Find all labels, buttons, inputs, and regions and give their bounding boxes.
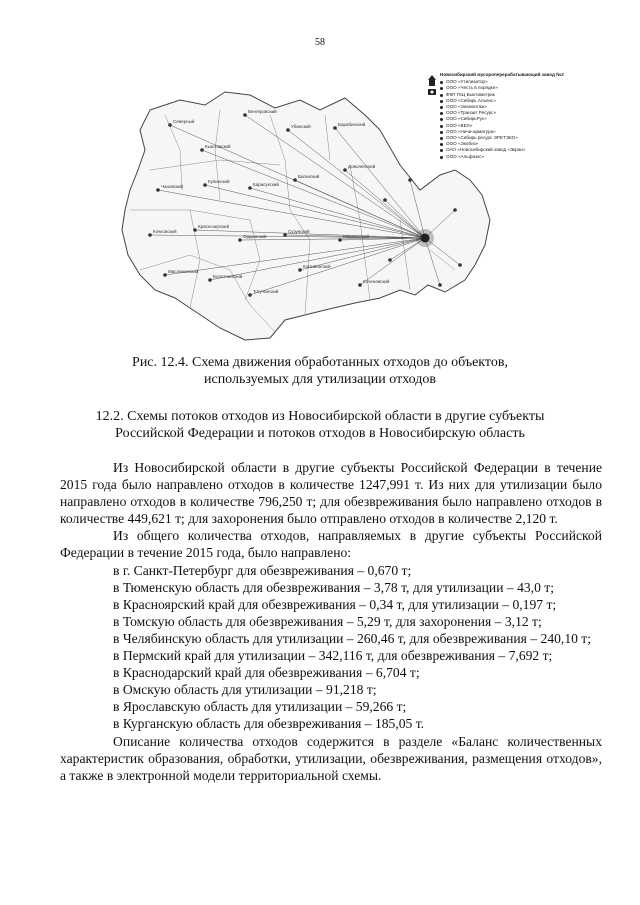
page-number: 58 [315, 37, 325, 48]
district-label: Северный [173, 119, 195, 124]
district-label: Болотнинский [213, 274, 243, 279]
district-center-dot [283, 233, 287, 237]
list-item: в Курганскую область для обезвреживания – 185,05 т. [113, 716, 425, 732]
district-label: Карасукский [253, 182, 279, 187]
list-item: в Тюменскую область для обезвреживания – 3,78 т, для утилизации – 43,0 т; [113, 579, 554, 595]
district-center-dot [438, 283, 442, 287]
district-center-dot [293, 178, 297, 182]
list-item: в Ярославскую область для утилизации – 59,266 т; [113, 699, 407, 715]
list-item: в Краснодарский край для обезвреживания – 6,704 т; [113, 665, 420, 681]
legend-item: ООО «ВЕЛ» [440, 123, 565, 129]
district-center-dot [388, 258, 392, 262]
legend-item: ФКП ГКЦ Бьютиметрик [440, 92, 565, 98]
district-center-dot [193, 228, 197, 232]
district-center-dot [163, 273, 167, 277]
district-center-dot [208, 278, 212, 282]
district-label: Сузунский [288, 229, 310, 234]
district-label: Ордынский [243, 234, 267, 239]
district-label: Мошковский [343, 234, 370, 239]
legend-item: ООО «Сибирь ресурс ЭРЕТЭКО» [440, 135, 565, 141]
section-heading [60, 408, 580, 442]
recycling-plant-icon [428, 75, 436, 95]
district-label: Чановский [161, 184, 184, 189]
district-center-dot [383, 198, 387, 202]
list-item: в Томскую область для обезвреживания – 5,29 т, для захоронения – 3,12 т; [113, 613, 542, 629]
district-label: Доволенский [348, 164, 376, 169]
district-center-dot [203, 183, 207, 187]
district-center-dot [286, 128, 290, 132]
caption-line-1: Рис. 12.4. Схема движения обработанных отходов до объектов, [132, 355, 508, 370]
district-center-dot [168, 123, 172, 127]
district-label: Кыштовский [205, 144, 231, 149]
district-center-dot [248, 186, 252, 190]
legend-item: ООО «Экомонтаж» [440, 104, 565, 110]
legend-item: ООО «Сибирь Альянс» [440, 98, 565, 104]
district-label: Убинский [291, 124, 311, 129]
district-center-dot [453, 208, 457, 212]
legend-item: ОАО «Новосибирский завод «Экран» [440, 147, 565, 153]
caption-line-2: используемых для утилизации отходов [203, 372, 436, 387]
district-center-dot [298, 268, 302, 272]
legend-item: ООО «Альфаэкс» [440, 154, 565, 160]
section-heading-line-1: 12.2. Схемы потоков отходов из Новосибирской области в другие субъекты [95, 409, 545, 424]
legend-item: ООО «Утилизатор» [440, 79, 565, 85]
legend-item: ООО «СибирьРус» [440, 116, 565, 122]
district-center-dot [200, 148, 204, 152]
legend-item: ООО «Экобиз» [440, 141, 565, 147]
district-center-dot [248, 293, 252, 297]
paragraph-2: Из общего количества отходов, направляемых в другие субъекты Российской Федерации в течение 2015 года, было направлено: [60, 528, 602, 561]
district-label: Краснозерский [198, 224, 230, 229]
district-label: Колыванский [303, 264, 331, 269]
district-center-dot [243, 113, 247, 117]
district-center-dot [156, 188, 160, 192]
district-center-dot [338, 238, 342, 242]
section-heading-line-2: Российской Федерации и потоков отходов в Новосибирскую область [115, 426, 525, 441]
district-center-dot [408, 178, 412, 182]
novosibirsk-hub [416, 229, 434, 247]
body-text [60, 459, 602, 784]
district-center-dot [333, 126, 337, 130]
district-label: Барабинский [338, 122, 366, 127]
list-item: в Пермский край для утилизации – 342,116 т, для обезвреживания – 7,692 т; [113, 648, 553, 664]
legend-title: Новосибирский мусороперерабатывающий завод №2 [440, 72, 564, 77]
district-label: Маслянинский [168, 269, 199, 274]
list-item: в Красноярский край для обезвреживания – 0,34 т, для утилизации – 0,197 т; [113, 596, 557, 612]
legend-item: ООО «Ничи-арматура» [440, 129, 565, 135]
list-item: в Омскую область для утилизации – 91,218 т; [113, 682, 377, 698]
figure-caption [60, 354, 580, 388]
district-label: Тогучинский [253, 289, 279, 294]
district-center-dot [458, 263, 462, 267]
district-label: Коченевский [363, 279, 390, 284]
paragraph-1: Из Новосибирской области в другие субъекты Российской Федерации в течение 2015 года было направлено отходов в количестве 1247,991 т. Из них для утилизации было направлено отходов в количестве 796,250 т; для обезвреживания было направлено отходов в количестве 449,621 т; для захоронения было отправлено отходов в количестве 2,120 т. [60, 460, 602, 527]
district-center-dot [148, 233, 152, 237]
district-label: Баганский [298, 174, 320, 179]
district-center-dot [358, 283, 362, 287]
legend-list [440, 79, 565, 160]
legend-item: ООО «Честь в порядке» [440, 85, 565, 91]
district-center-dot [238, 238, 242, 242]
district-label: Купинский [208, 179, 230, 184]
district-center-dot [343, 168, 347, 172]
district-label: Кочковский [153, 229, 177, 234]
paragraph-3: Описание количества отходов содержится в разделе «Баланс количественных характеристик образования, обработки, утилизации, обезвреживания, размещения отходов», а также в электронной модели территориальной схемы. [60, 733, 602, 783]
district-label: Венгеровский [248, 109, 277, 114]
legend-item: ООО «Транзит Ресурс» [440, 110, 565, 116]
list-item: в г. Санкт-Петербург для обезвреживания – 0,670 т; [113, 562, 412, 578]
list-item: в Челябинскую область для утилизации – 260,46 т, для обезвреживания – 240,10 т; [113, 630, 592, 646]
map-legend [440, 72, 565, 160]
